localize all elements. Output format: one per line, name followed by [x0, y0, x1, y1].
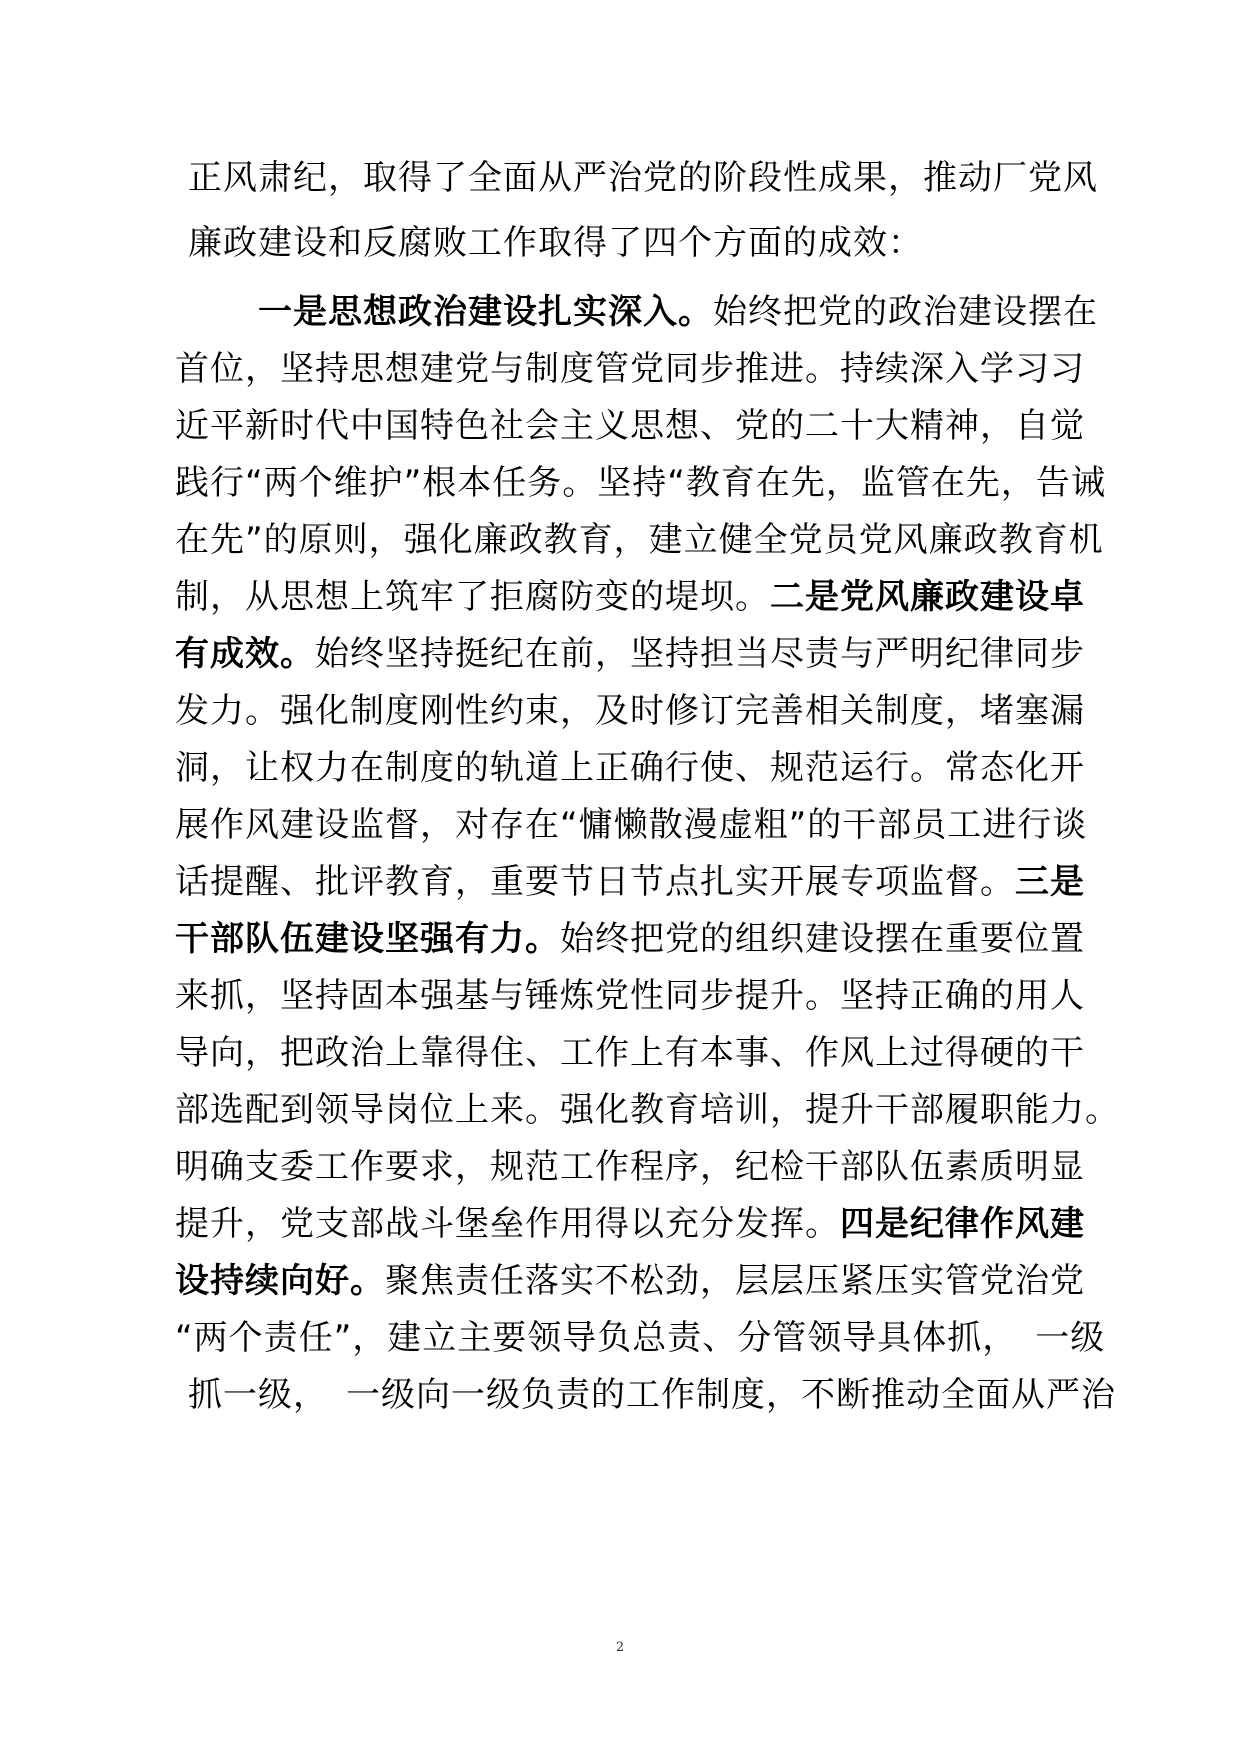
- text-line-12: 展作风建设监督，对存在“慵懒散漫虚粗”的干部员工进行谈: [175, 805, 1088, 845]
- text-line-19: 提升，党支部战斗堡垒作用得以充分发挥。四是纪律作风建: [175, 1204, 1085, 1244]
- text-line-18: 明确支委工作要求，规范工作程序，纪检干部队伍素质明显: [175, 1147, 1085, 1187]
- text-line-2: 廉政建设和反腐败工作取得了四个方面的成效：: [188, 223, 923, 263]
- text-line-10: 发力。强化制度刚性约束，及时修订完善相关制度，堵塞漏: [175, 691, 1085, 731]
- bold-heading-1: 一是思想政治建设扎实深入。: [258, 292, 713, 332]
- text-line-13: 话提醒、批评教育，重要节日节点扎实开展专项监督。三是: [175, 862, 1085, 902]
- text-line-16: 导向，把政治上靠得住、工作上有本事、作风上过得硬的干: [175, 1033, 1085, 1073]
- text-line-7: 在先”的原则，强化廉政教育，建立健全党员党风廉政教育机: [175, 520, 1104, 560]
- text-line-20: 设持续向好。聚焦责任落实不松劲，层层压紧压实管党治党: [175, 1261, 1085, 1301]
- bold-heading-4-end: 设持续向好。: [175, 1261, 385, 1301]
- page-number: 2: [615, 1640, 625, 1655]
- text-line-11: 洞，让权力在制度的轨道上正确行使、规范运行。常态化开: [175, 748, 1085, 788]
- text-line-1: 正风肃纪，取得了全面从严治党的阶段性成果，推动厂党风: [188, 158, 1098, 198]
- bold-heading-3-end: 干部队伍建设坚强有力。: [175, 919, 560, 959]
- text-line-17: 部选配到领导岗位上来。强化教育培训，提升干部履职能力。: [175, 1090, 1120, 1130]
- text-line-6: 践行“两个维护”根本任务。坚持“教育在先，监管在先，告诫: [175, 463, 1106, 503]
- text-line-21: “两个责任”，建立主要领导负总责、分管领导具体抓， 一级: [175, 1318, 1106, 1358]
- text-line-5: 近平新时代中国特色社会主义思想、党的二十大精神，自觉: [175, 406, 1085, 446]
- text-line-4: 首位，坚持思想建党与制度管党同步推进。持续深入学习习: [175, 349, 1085, 389]
- text-line-8: 制，从思想上筑牢了拒腐防变的堤坝。二是党风廉政建设卓: [175, 577, 1085, 617]
- bold-heading-2: 二是党风廉政建设卓: [770, 577, 1085, 617]
- text-line-9: 有成效。始终坚持挺纪在前，坚持担当尽责与严明纪律同步: [175, 634, 1085, 674]
- text-line-14: 干部队伍建设坚强有力。始终把党的组织建设摆在重要位置: [175, 919, 1085, 959]
- text-line-3: 一是思想政治建设扎实深入。始终把党的政治建设摆在: [258, 292, 1098, 332]
- text-line-15: 来抓，坚持固本强基与锤炼党性同步提升。坚持正确的用人: [175, 976, 1085, 1016]
- bold-heading-2-end: 有成效。: [175, 634, 315, 674]
- text-line-22: 抓一级， 一级向一级负责的工作制度，不断推动全面从严治: [188, 1375, 1116, 1415]
- bold-heading-4: 四是纪律作风建: [840, 1204, 1085, 1244]
- bold-heading-3: 三是: [1015, 862, 1085, 902]
